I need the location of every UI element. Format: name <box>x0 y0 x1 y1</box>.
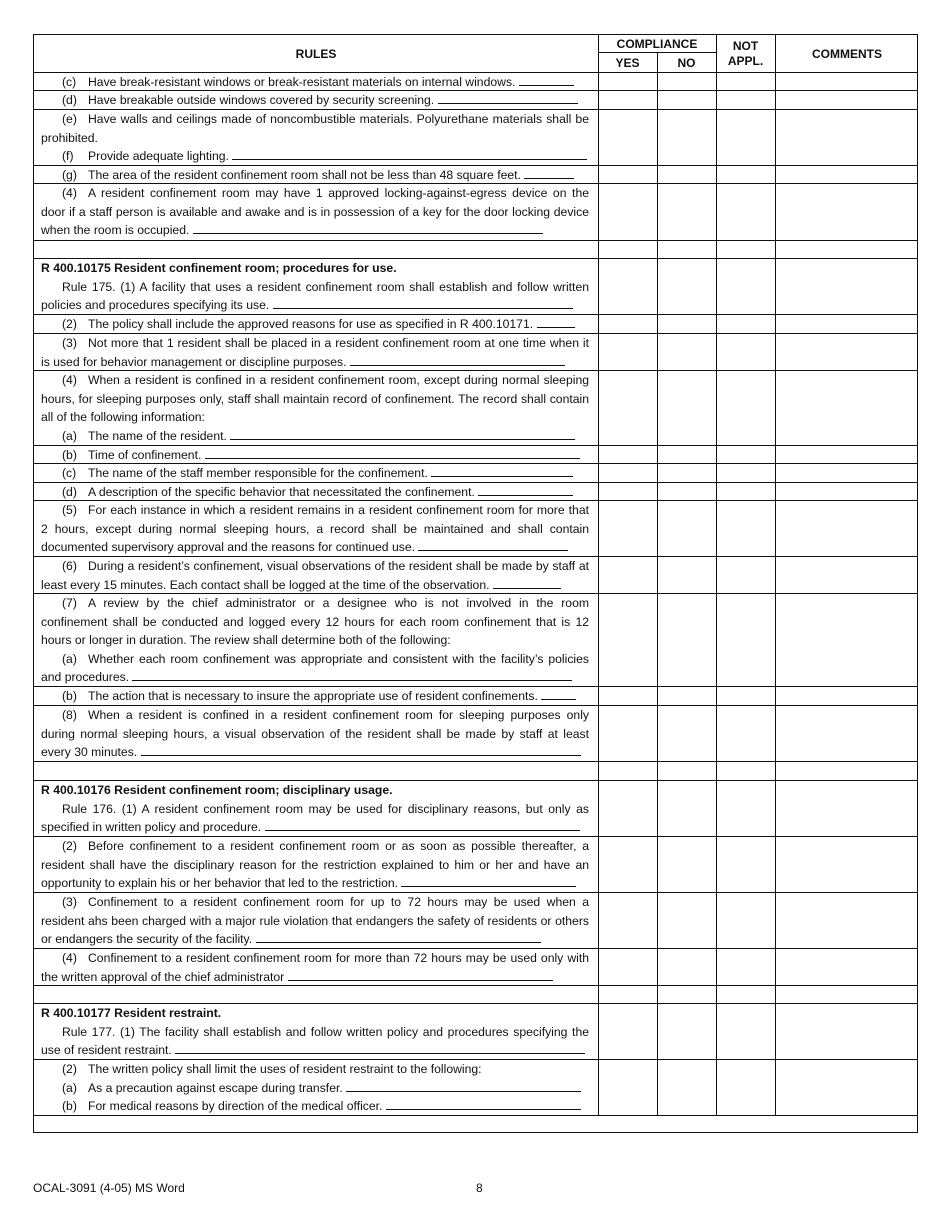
item-label: (a) <box>62 651 77 666</box>
rule-text: As a precaution against escape during transfer. <box>88 1080 343 1095</box>
section-title: R 400.10176 Resident confinement room; disciplinary usage. <box>41 783 393 797</box>
answer-line <box>288 970 553 981</box>
rule-text: Rule 175. (1) A facility that uses a resident confinement room shall establish and follow written policies and procedures specifying its use. <box>41 279 589 312</box>
rule-text: Confinement to a resident confinement room for up to 72 hours may be used when a resident ahs been charged with a major rule violation that endangers the safety of residents or others or endangers the security of the facility. <box>41 895 589 946</box>
rule-text: The policy shall include the approved reasons for use as specified in R 400.10171. <box>88 317 534 331</box>
answer-line <box>175 1043 585 1054</box>
table-row <box>34 762 917 781</box>
table-row <box>34 594 917 687</box>
answer-line <box>401 876 576 887</box>
item-label: (b) <box>62 448 77 462</box>
answer-line <box>256 932 541 943</box>
table-row <box>34 949 917 986</box>
table-row <box>34 483 917 501</box>
item-label: (c) <box>62 75 77 89</box>
table-row <box>34 557 917 594</box>
rule-text: Have break-resistant windows or break-resistant materials on internal windows. <box>88 75 516 89</box>
rule-text: The written policy shall limit the uses of resident restraint to the following: <box>88 1062 482 1076</box>
answer-line <box>273 298 573 309</box>
answer-line <box>350 355 565 366</box>
item-label: (4) <box>62 373 77 387</box>
table-row <box>34 315 917 334</box>
table-row <box>34 334 917 371</box>
answer-line <box>232 149 587 160</box>
answer-line <box>438 93 578 104</box>
rule-text: During a resident’s confinement, visual observations of the resident shall be made by staff at least every 15 minutes. Each contact shall be logged at the time of the observation. <box>41 559 589 592</box>
item-label: (2) <box>62 1062 77 1076</box>
rule-text: Confinement to a resident confinement room for more than 72 hours may be used only with the written approval of the chief administrator <box>41 951 589 984</box>
table-row <box>34 371 917 446</box>
item-label: (d) <box>62 93 77 107</box>
table-row <box>34 73 917 91</box>
rule-text: The name of the staff member responsible for the confinement. <box>88 466 428 480</box>
item-label: (g) <box>62 168 77 182</box>
section-title: R 400.10177 Resident restraint. <box>41 1006 222 1020</box>
answer-line <box>205 448 580 459</box>
table-row <box>34 706 917 762</box>
table-row <box>34 166 917 184</box>
rule-text: A description of the specific behavior that necessitated the confinement. <box>88 485 475 499</box>
answer-line <box>265 820 580 831</box>
item-label: (c) <box>62 466 77 480</box>
answer-line <box>541 689 576 700</box>
item-label: (b) <box>62 689 77 703</box>
item-label: (3) <box>62 336 77 350</box>
item-label: (f) <box>62 149 74 163</box>
rule-text: The name of the resident. <box>88 428 227 443</box>
item-label: (2) <box>62 839 77 853</box>
rule-text: A review by the chief administrator or a designee who is not involved in the room confinement shall be conducted and logged every 12 hours for each room confinement that is 12 hours or longer in duration. The review shall determine both of the following: <box>41 596 589 647</box>
compliance-header: COMPLIANCE <box>598 35 716 53</box>
rule-text: For medical reasons by direction of the medical officer. <box>88 1099 383 1113</box>
item-label: (e) <box>62 112 77 126</box>
item-label: (4) <box>62 186 77 200</box>
rule-text: Rule 176. (1) A resident confinement room may be used for disciplinary reasons, but only as specified in written policy and procedure. <box>41 801 589 834</box>
checklist-table <box>33 34 918 1133</box>
comments-header: COMMENTS <box>812 47 882 61</box>
table-row <box>34 184 917 241</box>
table-row <box>34 893 917 949</box>
rule-text: Provide adequate lighting. <box>88 149 229 163</box>
table-header <box>34 35 917 73</box>
rule-text: Whether each room confinement was appropriate and consistent with the facility’s policies and procedures. <box>41 651 589 684</box>
item-label: (a) <box>62 1080 77 1095</box>
table-row <box>34 986 917 1004</box>
answer-line <box>524 168 574 179</box>
answer-line <box>478 485 573 496</box>
yes-header: YES <box>615 56 640 70</box>
item-label: (a) <box>62 428 77 443</box>
table-row <box>34 91 917 110</box>
item-label: (b) <box>62 1099 77 1113</box>
table-row <box>34 464 917 483</box>
rule-text: Have walls and ceilings made of noncombustible materials. Polyurethane materials shall be prohibited. <box>41 112 589 145</box>
answer-line <box>537 317 575 328</box>
table-row <box>34 781 917 837</box>
answer-line <box>519 75 574 86</box>
item-label: (d) <box>62 485 77 499</box>
rule-text: A resident confinement room may have 1 approved locking-against-egress device on the door if a staff person is available and awake and is in possession of a key for the door locking device when the room is occupied. <box>41 186 589 237</box>
item-label: (7) <box>62 596 77 610</box>
item-label: (8) <box>62 708 77 722</box>
rule-text: Have breakable outside windows covered by security screening. <box>88 93 435 107</box>
table-row <box>34 446 917 464</box>
rule-text: For each instance in which a resident remains in a resident confinement room for more that 2 hours, except during normal sleeping hours, a record shall be maintained and shall contain documented supervisory approval and the reasons for continued use. <box>41 503 589 554</box>
answer-line <box>386 1099 581 1110</box>
table-row <box>34 259 917 315</box>
not-appl-header: NOT APPL. <box>727 39 764 68</box>
rule-text: Before confinement to a resident confinement room or as soon as possible thereafter, a resident shall have the disciplinary reason for the restriction explained to him or her and have an opportunity to explain his or her behavior that led to the restriction. <box>41 839 589 890</box>
answer-line <box>141 745 581 756</box>
table-row <box>34 501 917 557</box>
table-row <box>34 1004 917 1060</box>
form-number: OCAL-3091 (4-05) MS Word <box>33 1181 185 1195</box>
rule-text: When a resident is confined in a resident confinement room, except during normal sleeping hours, for sleeping purposes only, staff shall maintain record of confinement. The record shall contain all of the following information: <box>41 373 589 424</box>
rule-text: The action that is necessary to insure the appropriate use of resident confinements. <box>88 689 538 703</box>
rule-text: The area of the resident confinement room shall not be less than 48 square feet. <box>88 168 521 182</box>
table-row <box>34 241 917 259</box>
table-row <box>34 837 917 893</box>
answer-line <box>346 1081 581 1092</box>
item-label: (5) <box>62 503 77 517</box>
rule-text: Not more that 1 resident shall be placed in a resident confinement room at one time when it is used for behavior management or discipline purposes. <box>41 336 589 369</box>
rule-text: Time of confinement. <box>88 448 202 462</box>
table-row <box>34 1060 917 1116</box>
item-label: (4) <box>62 951 77 965</box>
rule-text: Rule 177. (1) The facility shall establish and follow written policy and procedures specifying the use of resident restraint. <box>41 1024 589 1057</box>
section-title: R 400.10175 Resident confinement room; procedures for use. <box>41 261 397 275</box>
item-label: (3) <box>62 895 77 909</box>
answer-line <box>230 429 575 440</box>
table-row <box>34 687 917 706</box>
rules-header: RULES <box>295 47 337 61</box>
page-number: 8 <box>476 1181 483 1195</box>
answer-line <box>431 466 573 477</box>
answer-line <box>493 578 561 589</box>
answer-line <box>193 223 543 234</box>
item-label: (2) <box>62 317 77 331</box>
rule-text: When a resident is confined in a resident confinement room for sleeping purposes only during normal sleeping hours, a visual observation of the resident shall be made by staff at least every 30 minutes. <box>41 708 589 759</box>
answer-line <box>132 670 572 681</box>
table-row <box>34 110 917 166</box>
item-label: (6) <box>62 559 77 573</box>
answer-line <box>418 540 568 551</box>
no-header: NO <box>677 56 696 70</box>
